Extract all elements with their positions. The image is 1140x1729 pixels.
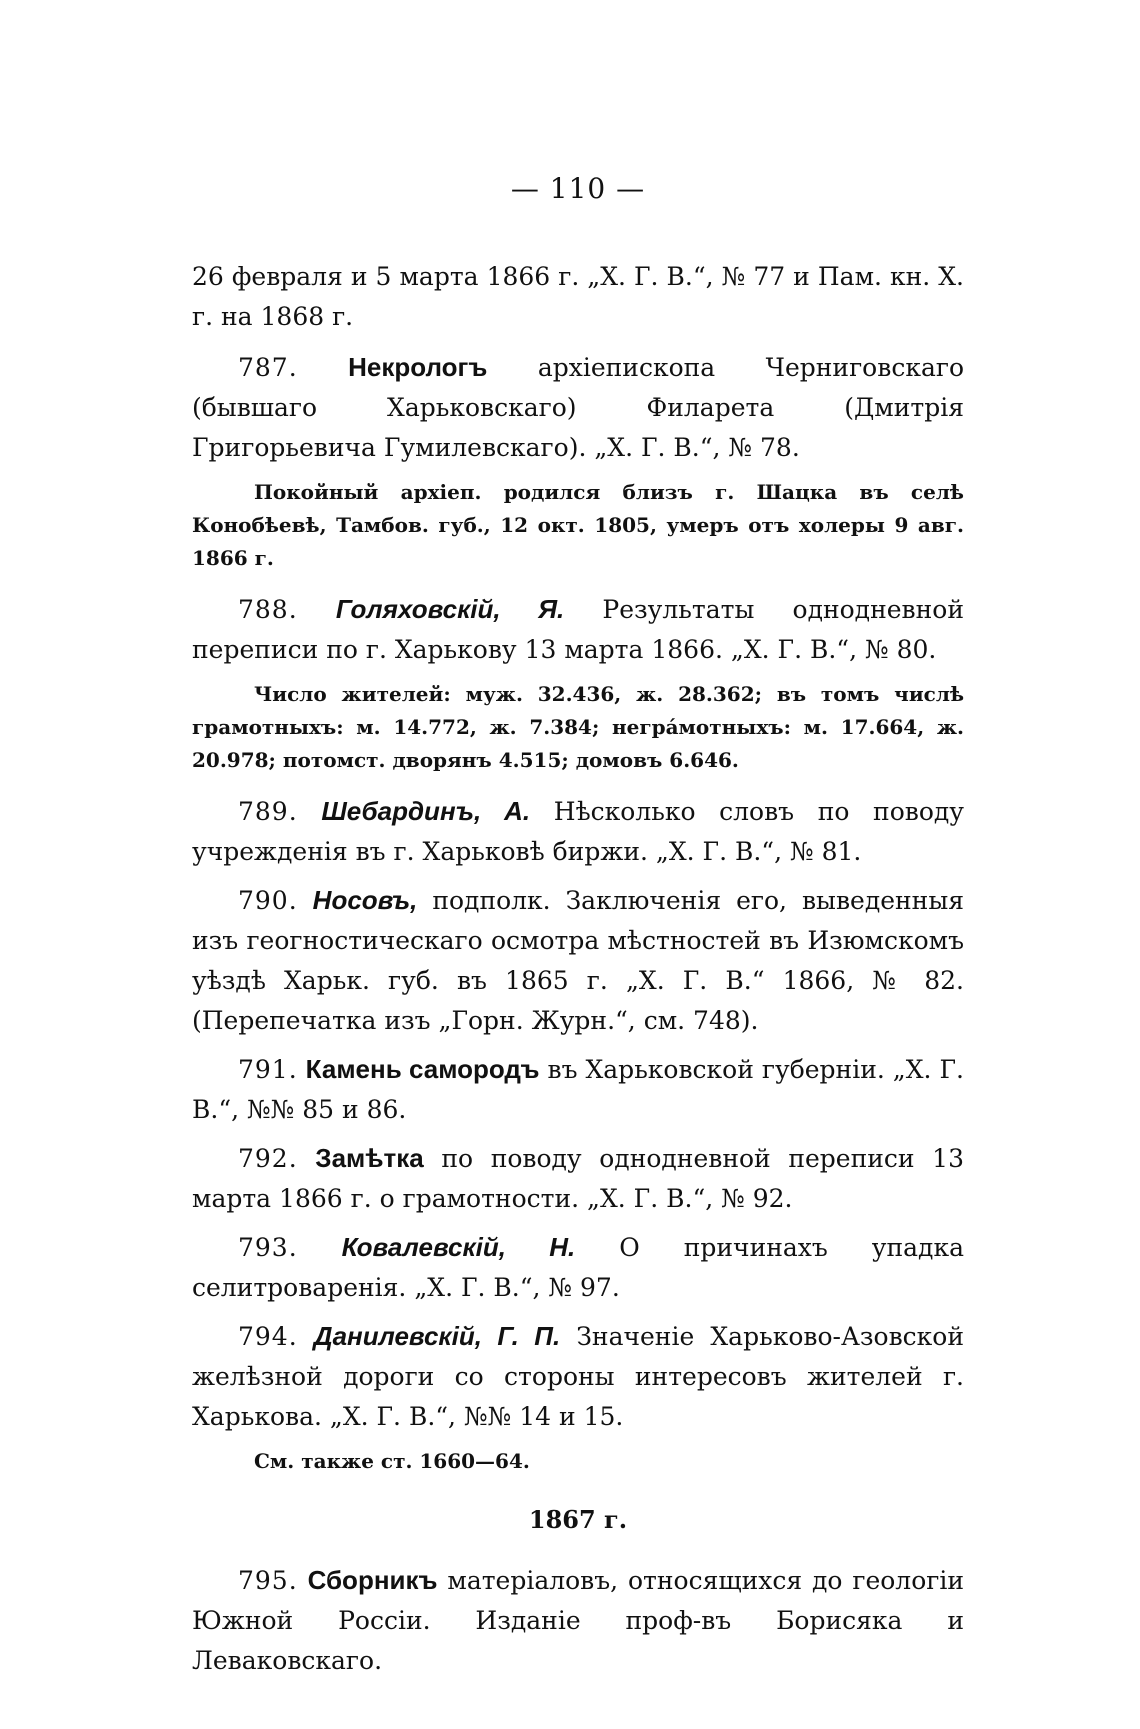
entry-number: 791.	[238, 1055, 298, 1084]
entry-number: 792.	[238, 1144, 298, 1173]
year-heading: 1867 г.	[528, 1505, 628, 1534]
entry-list	[192, 347, 964, 1437]
entry-text: Значеніе Харьково-Азовской желѣзной дороги со стороны интересовъ жителей г. Харькова. „Х. Г. В.“, №№ 14 и 15.	[192, 1322, 964, 1431]
entry-793	[192, 1227, 964, 1308]
entry-title-bold: Камень самородъ	[305, 1054, 540, 1084]
entry-title-bold: Замѣтка	[315, 1143, 424, 1173]
entry-text: подполк. Заключенія его, выведенныя изъ геогностическаго осмотра мѣстностей въ Изюмскомъ уѣздѣ Харьк. губ. въ 1865 г. „Х. Г. В.“ 1866, № 82. (Перепечатка изъ „Горн. Журн.“, см. 748).	[192, 886, 965, 1035]
entry-789	[192, 791, 964, 872]
entry-number: 793.	[238, 1233, 298, 1262]
page-number: — 110 —	[510, 172, 646, 205]
entry-787	[192, 347, 964, 468]
entry-note: Число жителей: муж. 32.436, ж. 28.362; въ томъ числѣ грамотныхъ: м. 14.772, ж. 7.384; негрáмотныхъ: м. 17.664, ж. 20.978; потомст. дворянъ 4.515; домовъ 6.646.	[192, 682, 964, 772]
entry-author: Данилевскій, Г. П.	[313, 1321, 561, 1351]
entry-author: Носовъ,	[312, 885, 418, 915]
entry-790	[192, 880, 964, 1041]
entry-text: матеріаловъ, относящихся до геологіи Южной Россіи. Изданіе проф-въ Борисяка и Леваковскаго.	[192, 1566, 964, 1675]
entry-text: въ Харьковской губерніи. „Х. Г. В.“, №№ 85 и 86.	[192, 1055, 964, 1124]
entry-788	[192, 589, 964, 670]
entry-title-bold: Некрологъ	[348, 352, 488, 382]
entry-number: 788.	[238, 595, 298, 624]
entry-note: Покойный архіеп. родился близъ г. Шацка въ селѣ Конобѣевѣ, Тамбов. губ., 12 окт. 1805, умеръ отъ холеры 9 авг. 1866 г.	[192, 480, 964, 570]
entry-text: Нѣсколько словъ по поводу учрежденія въ г. Харьковѣ биржи. „Х. Г. В.“, № 81.	[192, 797, 964, 866]
entry-author: Голяховскій, Я.	[335, 594, 565, 624]
entry-number: 790.	[238, 886, 298, 915]
entry-author: Ковалевскій, Н.	[341, 1232, 576, 1262]
entry-794	[192, 1316, 964, 1437]
entry-number: 787.	[238, 353, 298, 382]
entry-792	[192, 1138, 964, 1219]
page	[192, 172, 964, 1689]
entry-text: по поводу однодневной переписи 13 марта 1866 г. о грамотности. „Х. Г. В.“, № 92.	[192, 1144, 964, 1213]
entry-text: архіепископа Черниговскаго (бывшаго Харьковскаго) Филарета (Дмитрія Григорьевича Гумилевскаго). „Х. Г. В.“, № 78.	[192, 353, 964, 462]
entry-791	[192, 1049, 964, 1130]
entry-title-bold: Сборникъ	[307, 1565, 438, 1595]
entry-text: О причинахъ упадка селитроваренія. „Х. Г. В.“, № 97.	[192, 1233, 964, 1302]
entry-author: Шебардинъ, А.	[321, 796, 531, 826]
entry-text: Результаты однодневной переписи по г. Харькову 13 марта 1866. „Х. Г. В.“, № 80.	[192, 595, 964, 664]
entry-795	[192, 1560, 964, 1681]
see-also-note: См. также ст. 1660—64.	[254, 1449, 530, 1473]
continuation-text: 26 февраля и 5 марта 1866 г. „Х. Г. В.“, № 77 и Пам. кн. Х. г. на 1868 г.	[192, 262, 964, 331]
entry-number: 794.	[238, 1322, 298, 1351]
entry-number: 789.	[238, 797, 298, 826]
entry-number: 795.	[238, 1566, 298, 1595]
